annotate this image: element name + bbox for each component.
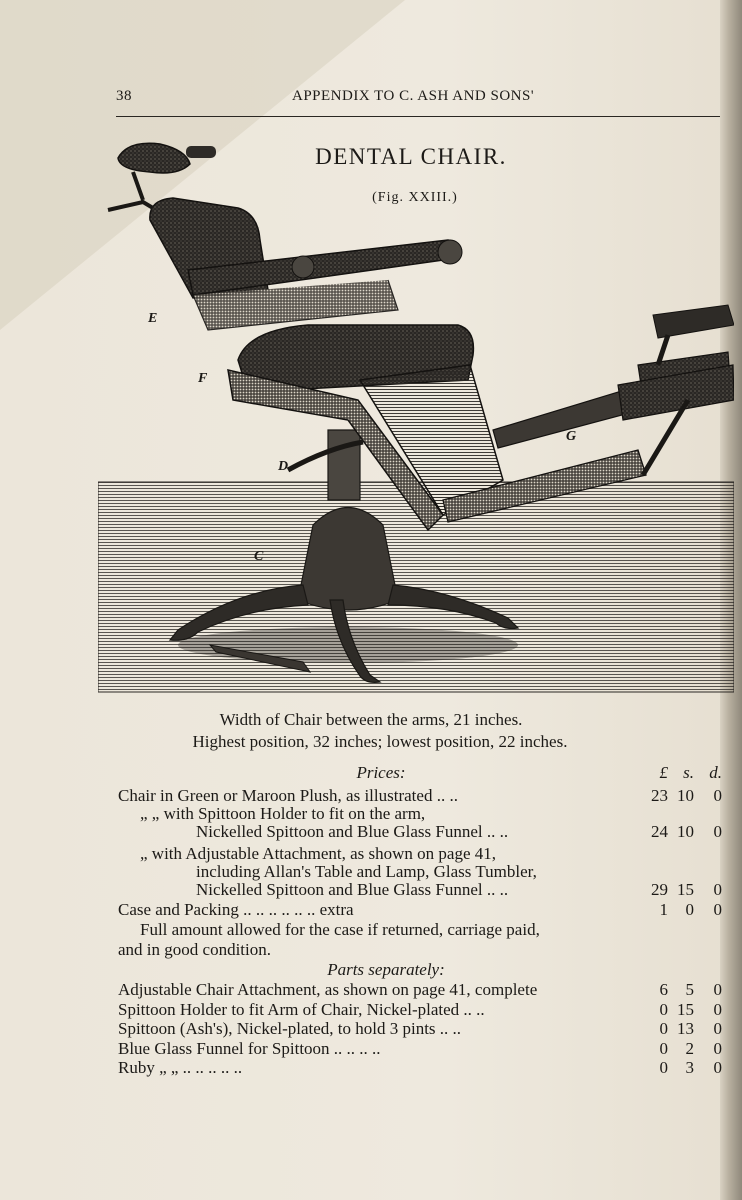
parts-heading: Parts separately: bbox=[327, 960, 445, 979]
price-pence: 0 bbox=[713, 900, 722, 919]
price-shillings: 2 bbox=[685, 1039, 694, 1058]
price-pence: 0 bbox=[713, 1019, 722, 1038]
currency-pence-header: d. bbox=[709, 763, 722, 782]
prices-heading: Prices: bbox=[356, 763, 406, 782]
price-shillings: 15 bbox=[677, 1000, 694, 1019]
price-pounds: 0 bbox=[659, 1058, 668, 1077]
label-g: G bbox=[566, 429, 577, 444]
dimensions-line-2: Highest position, 32 inches; lowest position, 22 inches. bbox=[192, 732, 568, 751]
price-pence: 0 bbox=[713, 1058, 722, 1077]
currency-pounds-header: £ bbox=[659, 763, 668, 782]
price-pence: 0 bbox=[713, 1039, 722, 1058]
price-pounds: 0 bbox=[659, 1000, 668, 1019]
dental-chair-illustration bbox=[98, 130, 734, 695]
price-pounds: 24 bbox=[651, 822, 668, 841]
dimensions-line-1: Width of Chair between the arms, 21 inches. bbox=[219, 710, 523, 729]
price-line-text: Nickelled Spittoon and Blue Glass Funnel .. .. bbox=[196, 822, 509, 841]
price-pounds: 23 bbox=[651, 786, 668, 805]
price-line-text: „ „ with Spittoon Holder to fit on the arm, bbox=[140, 804, 426, 823]
header-rule bbox=[116, 116, 720, 117]
price-line-text: including Allan's Table and Lamp, Glass Tumbler, bbox=[196, 862, 537, 881]
price-pounds: 29 bbox=[651, 880, 668, 899]
note-line-1: Full amount allowed for the case if returned, carriage paid, bbox=[140, 920, 540, 939]
page-title: DENTAL CHAIR. bbox=[315, 144, 507, 169]
price-shillings: 10 bbox=[677, 822, 694, 841]
price-shillings: 10 bbox=[677, 786, 694, 805]
price-line-text: Case and Packing .. .. .. .. .. .. extra bbox=[118, 900, 354, 919]
label-d: D bbox=[278, 459, 289, 474]
label-e: E bbox=[148, 311, 158, 326]
label-f: F bbox=[198, 371, 208, 386]
price-pounds: 0 bbox=[659, 1039, 668, 1058]
price-line-text: „ with Adjustable Attachment, as shown on page 41, bbox=[140, 844, 496, 863]
price-line-text: Nickelled Spittoon and Blue Glass Funnel .. .. bbox=[196, 880, 509, 899]
page-number: 38 bbox=[116, 88, 132, 104]
price-shillings: 0 bbox=[685, 900, 694, 919]
price-pounds: 6 bbox=[659, 980, 668, 999]
parts-line-text: Spittoon Holder to fit Arm of Chair, Nickel-plated .. .. bbox=[118, 1000, 485, 1019]
price-shillings: 15 bbox=[677, 880, 694, 899]
price-line-text: Chair in Green or Maroon Plush, as illustrated .. .. bbox=[118, 786, 458, 805]
parts-line-text: Spittoon (Ash's), Nickel-plated, to hold 3 pints .. .. bbox=[118, 1019, 462, 1038]
label-c: C bbox=[254, 549, 264, 564]
price-pounds: 0 bbox=[659, 1019, 668, 1038]
currency-shillings-header: s. bbox=[683, 763, 694, 782]
parts-line-text: Blue Glass Funnel for Spittoon .. .. .. .. bbox=[118, 1039, 381, 1058]
price-shillings: 5 bbox=[685, 980, 694, 999]
price-pounds: 1 bbox=[659, 900, 668, 919]
price-shillings: 13 bbox=[677, 1019, 694, 1038]
parts-line-text: Ruby „ „ .. .. .. .. .. bbox=[118, 1058, 243, 1077]
price-pence: 0 bbox=[713, 880, 722, 899]
price-pence: 0 bbox=[713, 980, 722, 999]
page-header bbox=[116, 86, 720, 110]
parts-line-text: Adjustable Chair Attachment, as shown on page 41, complete bbox=[118, 980, 538, 999]
price-pence: 0 bbox=[713, 786, 722, 805]
price-pence: 0 bbox=[713, 1000, 722, 1019]
note-line-2: and in good condition. bbox=[118, 940, 271, 959]
price-pence: 0 bbox=[713, 822, 722, 841]
figure-label: (Fig. XXIII.) bbox=[372, 190, 458, 205]
running-head: APPENDIX TO C. ASH AND SONS' bbox=[292, 88, 535, 104]
price-shillings: 3 bbox=[685, 1058, 694, 1077]
